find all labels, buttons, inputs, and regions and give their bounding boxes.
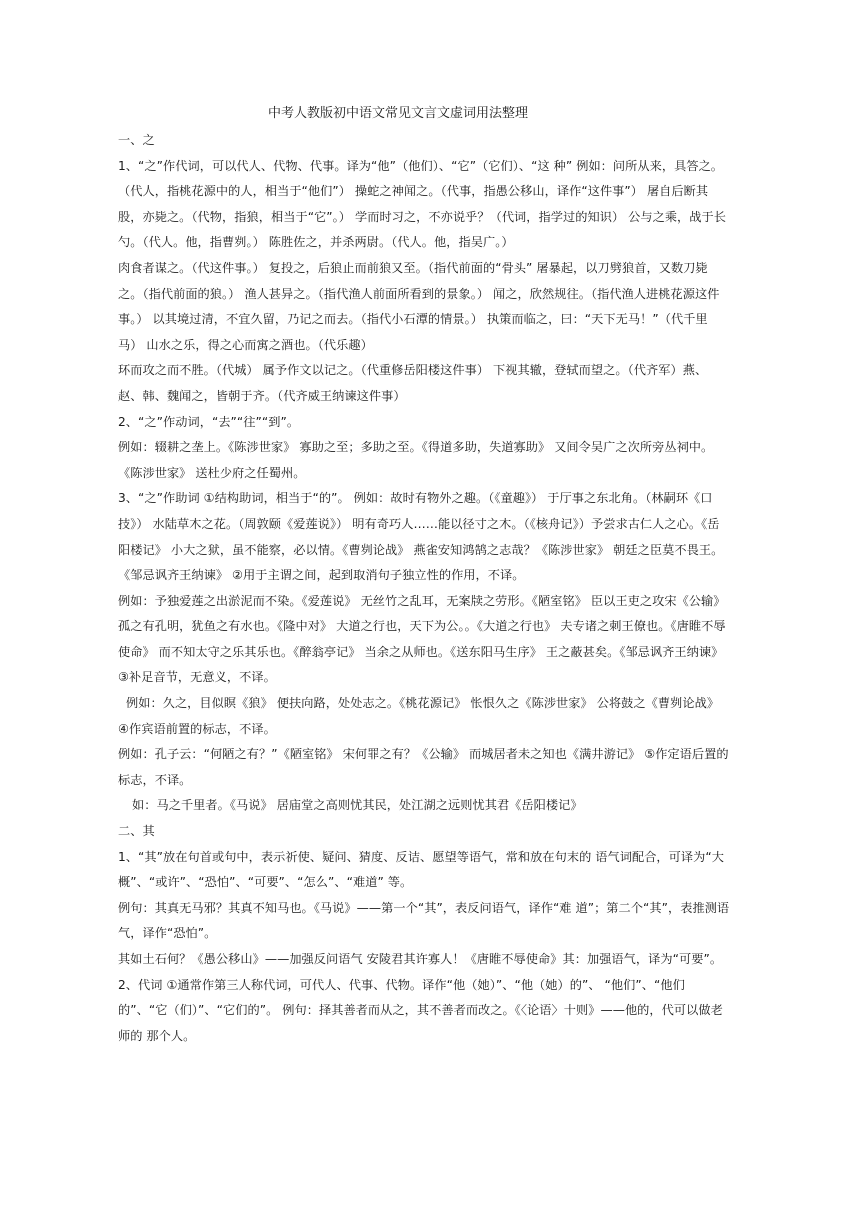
paragraph: 例如：予独爱莲之出淤泥而不染。《爱莲说》 无丝竹之乱耳，无案牍之劳形。《陋室铭》 臣以王吏之攻宋《公输》 孤之有孔明，犹鱼之有水也。《隆中对》 大道之行也，天下为公。。《大道之行也》 夫专诸之刺王僚也。《唐睢不辱使命》 而不知太守之乐其乐也。《醉翁亭记》 当余之从师也。《送东阳马生序》 王之蔽甚矣。《邹忌讽齐王纳谏》 ③补足音节，无意义，不译。 — [118, 593, 726, 685]
paragraph: 1、“之”作代词，可以代人、代物、代事。译为“他”（他们）、“它”（它们）、“这 种” 例如：问所从来，具答之。（代人，指桃花源中的人，相当于“他们”） 操蛇之神闻之。（代事，指愚公移山，译作“这件事”） 屠自后断其股，亦毙之。（代物，指狼，相当于“它”。） 学而时习之，不亦说乎？（代词，指学过的知识） 公与之乘，战于长勺。（代人。他，指曹刿。） 陈胜佐之，并杀两尉。（代人。他，指吴广。） — [118, 158, 727, 250]
paragraph: 其如土石何？《愚公移山》——加强反问语气 安陵君其许寡人！《唐睢不辱使命》其：加强语气，译为“可要”。 — [118, 952, 723, 966]
document-title: 中考人教版初中语文常见文言文虚词用法整理 — [268, 106, 529, 121]
paragraph: 如：马之千里者。《马说》 居庙堂之高则忧其民，处江湖之远则忧其君《岳阳楼记》 — [132, 798, 583, 813]
paragraph: 肉食者谋之。（代这件事。） 复投之，后狼止而前狼又至。（指代前面的“骨头” 屠暴起，以刀劈狼首，又数刀毙之。（指代前面的狼。） 渔人甚异之。（指代渔人前面所看到的景象。） 闻之，欣然规往。（指代渔人进桃花源这件事。） 以其境过清，不宜久留，乃记之而去。（指代小石潭的情景。） 执策而临之，曰：“天下无马！”（代千里马） 山水之乐，得之心而寓之酒也。（代乐趣） — [118, 260, 720, 352]
paragraph: 例句：其真无马邪？其真不知马也。《马说》——第一个“其”，表反问语气，译作“难 道”；第二个“其”，表推测语气，译作“恐怕”。 — [118, 900, 730, 941]
paragraph: 2、“之”作动词，“去”“往”“到”。 — [118, 414, 300, 429]
paragraph: 例如：孔子云：“何陋之有？”《陋室铭》 宋何罪之有？《公输》 而城居者未之知也《满井游记》 ⑤作定语后置的标志，不译。 — [118, 747, 729, 787]
section-heading: 二、其 — [118, 824, 155, 839]
paragraph: 例如：辍耕之垄上。《陈涉世家》 寡助之至；多助之至。《得道多助，失道寡助》 又间令吴广之次所旁丛祠中。《陈涉世家》 送杜少府之任蜀州。 — [118, 440, 714, 480]
document-body — [118, 128, 730, 1049]
section-heading: 一、之 — [118, 133, 155, 147]
paragraph: 3、“之”作助词 ①结构助词，相当于“的”。 例如：故时有物外之趣。（《童趣》） 于厅事之东北角。（林嗣环《口技》） 水陆草木之花。（周敦颐《爱莲说》） 明有奇巧人……能以径寸之木。（《核舟记》）予尝求古仁人之心。《岳阳楼记》 小大之狱，虽不能察，必以情。《曹刿论战》 燕雀安知鸿鹄之志哉？《陈涉世家》 朝廷之臣莫不畏王。《邹忌讽齐王纳谏》 ②用于主谓之间，起到取消句子独立性的作用，不译。 — [118, 491, 724, 583]
paragraph: 2、代词 ①通常作第三人称代词，可代人、代事、代物。译作“他（她）”、“他（她）的”、 “他们”、“他们的”、“它（们）”、“它们的”。 例句：择其善者而从之，其不善者而改之。《〈论语〉十则》——他的，代可以做老师的 那个人。 — [118, 977, 723, 1043]
paragraph: 环而攻之而不胜。（代城） 属予作文以记之。（代重修岳阳楼这件事） 下视其辙，登轼而望之。（代齐军）燕、赵、韩、魏闻之，皆朝于齐。（代齐威王纳谏这件事） — [118, 363, 708, 403]
paragraph: 1、“其”放在句首或句中，表示祈使、疑问、猜度、反诘、愿望等语气，常和放在句末的 语气词配合，可译为“大概”、“或许”、“恐怕”、“可要”、“怎么”、“难道” 等。 — [118, 849, 724, 890]
paragraph: 例如：久之，目似瞑《狼》 便扶向路，处处志之。《桃花源记》 怅恨久之《陈涉世家》 公将鼓之《曹刿论战》 ④作宾语前置的标志，不译。 — [118, 696, 720, 736]
